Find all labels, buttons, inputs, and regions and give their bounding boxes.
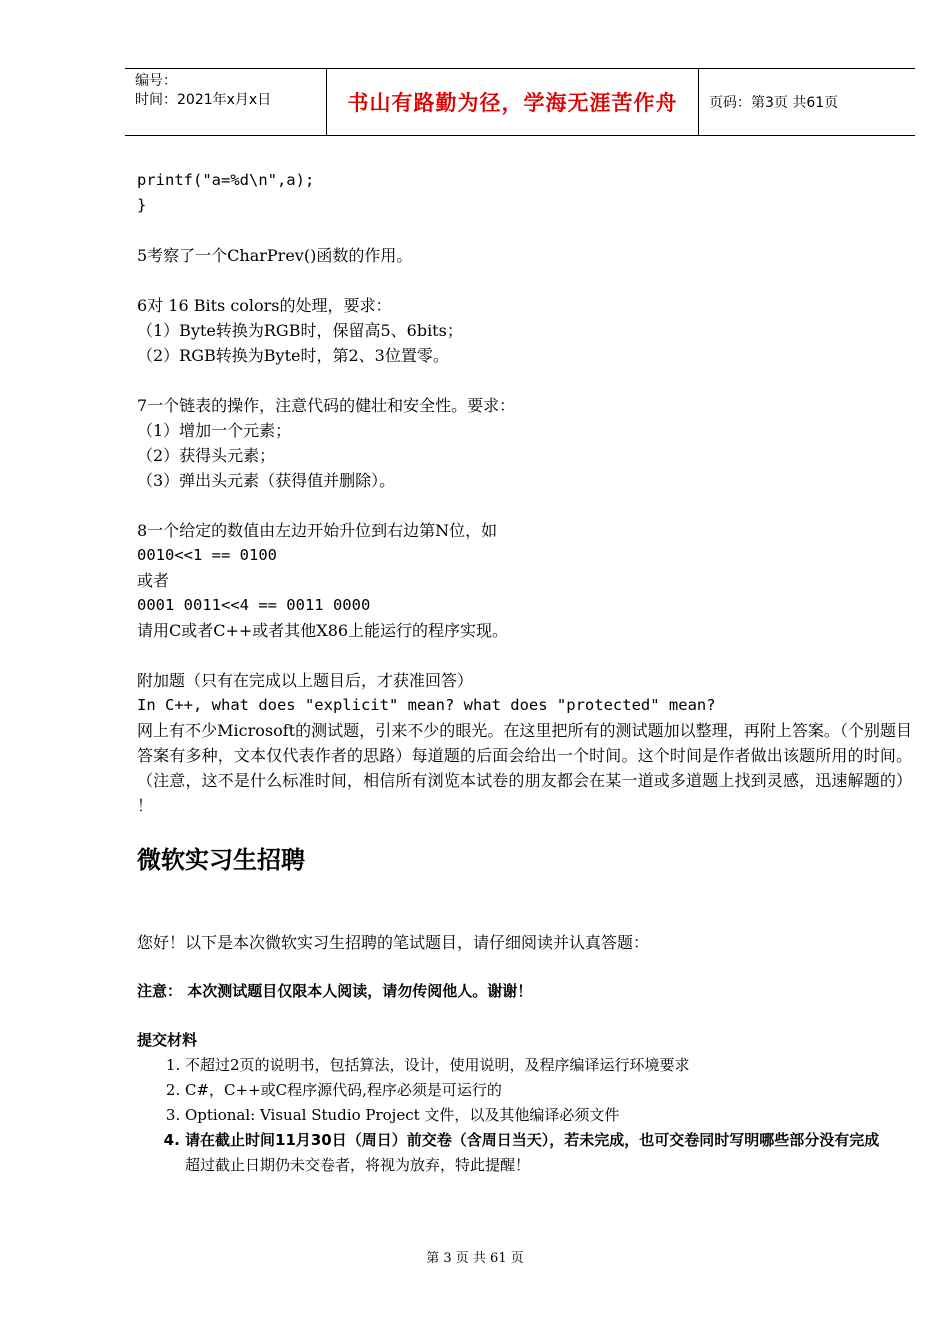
question-7-item: （3）弹出头元素（获得值并删除）。 [137, 471, 396, 490]
bonus-title: 附加题（只有在完成以上题目后，才获准回答） [137, 671, 474, 690]
question-7-item: （1）增加一个元素； [137, 421, 292, 440]
question-8-example: 0010<<1 == 0100 [137, 546, 277, 564]
list-item: 1. 不超过2页的说明书，包括算法，设计，使用说明，及程序编译运行环境要求 [185, 1053, 912, 1078]
list-item: 2. C#，C++或C程序源代码,程序必须是可运行的 [185, 1078, 912, 1103]
list-item: 3. Optional: Visual Studio Project 文件，以及其他编译必须文件 [185, 1103, 912, 1128]
section-intro: 您好！以下是本次微软实习生招聘的笔试题目，请仔细阅读并认真答题： [137, 933, 650, 952]
deadline-text: 请在截止时间11月30日（周日）前交卷（含周日当天），若未完成，也可交卷同时写明哪些部分没有完成 [185, 1131, 880, 1149]
header-page-info: 页码：第3页 共61页 [709, 95, 839, 111]
bonus-question: In C++, what does "explicit" mean? what does "protected" mean? [137, 696, 716, 714]
header-time: 时间：2021年x月x日 [135, 92, 272, 108]
list-item-deadline [185, 1128, 912, 1178]
question-6-item: （2）RGB转换为Byte时，第2、3位置零。 [137, 346, 449, 365]
code-line: } [137, 196, 147, 214]
question-8-title: 8一个给定的数值由左边开始升位到右边第N位，如 [137, 521, 498, 540]
question-7-title: 7一个链表的操作，注意代码的健壮和安全性。要求： [137, 396, 516, 415]
header-motto: 书山有路勤为径，学海无涯苦作舟 [347, 90, 678, 115]
header-number: 编号： [135, 73, 177, 89]
question-8-or: 或者 [137, 571, 170, 590]
header-info [125, 69, 327, 135]
section-title: 微软实习生招聘 [137, 846, 305, 874]
document-body [137, 168, 912, 1178]
page-header [125, 68, 915, 136]
page-footer: 第 3 页 共 61 页 [426, 1251, 524, 1266]
question-7-item: （2）获得头元素； [137, 446, 276, 465]
bonus-paragraph: 网上有不少Microsoft的测试题，引来不少的眼光。在这里把所有的测试题加以整理，再附上答案。（个别题目答案有多种，文本仅代表作者的思路）每道题的后面会给出一个时间。这个时间是作者做出该题所用的时间。（注意，这不是什么标准时间，相信所有浏览本试卷的朋友都会在某一道或多道题上找到灵感，迅速解题的） ！ [137, 721, 912, 815]
question-8-requirement: 请用C或者C++或者其他X86上能运行的程序实现。 [137, 621, 509, 640]
question-6-title: 6对 16 Bits colors的处理，要求： [137, 296, 392, 315]
section-note: 注意： 本次测试题目仅限本人阅读，请勿传阅他人。谢谢！ [137, 982, 533, 1000]
materials-list [137, 1053, 912, 1178]
question-5: 5考察了一个CharPrev()函数的作用。 [137, 246, 413, 265]
deadline-note: 超过截止日期仍未交卷者，将视为放弃，特此提醒！ [185, 1156, 531, 1174]
header-motto-cell [327, 69, 699, 135]
code-line: printf("a=%d\n",a); [137, 171, 315, 189]
question-8-example: 0001 0011<<4 == 0011 0000 [137, 596, 371, 614]
question-6-item: （1）Byte转换为RGB时，保留高5、6bits； [137, 321, 463, 340]
materials-title: 提交材料 [137, 1031, 198, 1049]
